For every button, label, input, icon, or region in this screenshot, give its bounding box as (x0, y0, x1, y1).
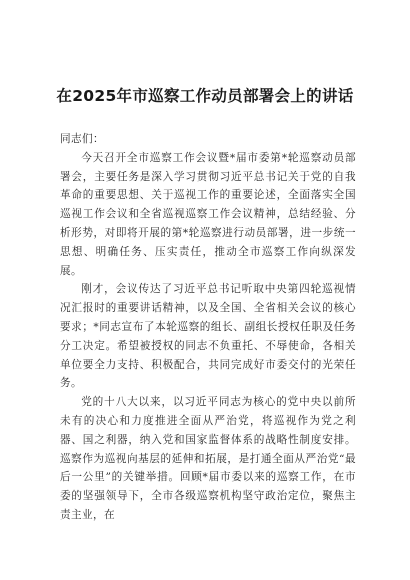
document-title: 在2025年市巡察工作动员部署会上的讲话 (56, 87, 354, 105)
salutation: 同志们： (60, 133, 104, 145)
paragraph-2: 刚才，会议传达了习近平总书记听取中央第四轮巡视情况汇报时的重要讲话精神，以及全国、全省相关会议的核心要求；*同志宣布了本轮巡察的组长、副组长授权任职及任务分工决定。希望被授权的同志不负重托、不辱使命，各相关单位要全力支持、积极配合，共同完成好市委交付的光荣任务。 (60, 283, 356, 390)
paragraph-1: 今天召开全市巡察工作会议暨*届市委第*轮巡察动员部署会，主要任务是深入学习贯彻习近平总书记关于党的自我革命的重要思想、关于巡视工作的重要论述，全面落实全国巡视工作会议和全省巡视巡察工作会议精神，总结经验、分析形势，对即将开展的第*轮巡察进行动员部署，进一步统一思想、明确任务、压实责任，推动全市巡察工作向纵深发展。 (60, 151, 356, 277)
paragraph-3: 党的十八大以来，以习近平同志为核心的党中央以前所未有的决心和力度推进全面从严治党，将巡视作为党之利器、国之利器，纳入党和国家监督体系的战略性制度安排。巡察作为巡视向基层的延伸和拓展，是打通全面从严治党“最后一公里”的关键举措。回顾*届市委以来的巡察工作，在市委的坚强领导下，全市各级巡察机构坚守政治定位，聚焦主责主业，在 (60, 396, 356, 521)
document-body (60, 130, 356, 525)
